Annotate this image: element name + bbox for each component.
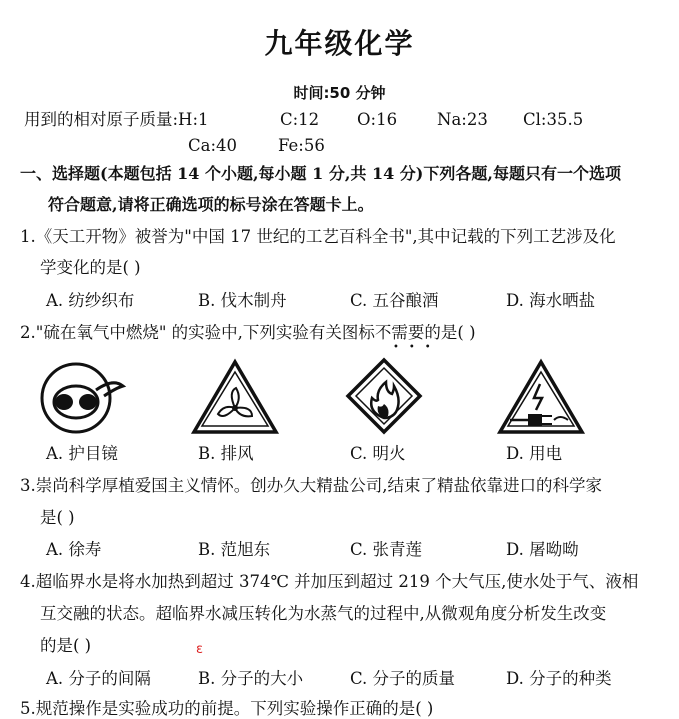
goggles-icon — [38, 360, 128, 435]
q3-option-b: B. 范旭东 — [198, 540, 271, 559]
q2-option-c: C. 明火 — [350, 444, 406, 463]
q3-option-c: C. 张青莲 — [350, 540, 423, 559]
q2-option-d: D. 用电 — [506, 444, 563, 463]
q1-option-d: D. 海水晒盐 — [506, 291, 596, 310]
q4-stem-line3: 的是( ) — [40, 636, 92, 655]
q2-option-a: A. 护目镜 — [46, 444, 118, 463]
atomic-mass-cl: Cl:35.5 — [523, 110, 584, 129]
q4-stem-line2: 互交融的状态。超临界水减压转化为水蒸气的过程中,从微观角度分析发生改变 — [40, 604, 607, 623]
q1-stem-line1: 1.《天工开物》被誉为"中国 17 世纪的工艺百科全书",其中记载的下列工艺涉及化 — [20, 227, 616, 246]
electricity-icon — [496, 358, 586, 436]
q4-option-c: C. 分子的质量 — [350, 669, 456, 688]
q3-stem-line1: 3.崇尚科学厚植爱国主义情怀。创办久大精盐公司,结束了精盐依靠进口的科学家 — [20, 476, 602, 495]
atomic-mass-label: 用到的相对原子质量:H:1 — [24, 110, 209, 129]
q5-stem: 5.规范操作是实验成功的前提。下列实验操作正确的是( ) — [20, 699, 434, 718]
emphasis-dots: ••• — [393, 342, 441, 353]
page-title: 九年级化学 — [264, 27, 415, 60]
q1-option-b: B. 伐木制舟 — [198, 291, 287, 310]
q3-stem-line2: 是( ) — [40, 508, 75, 527]
exhaust-fan-icon — [190, 358, 280, 436]
atomic-mass-na: Na:23 — [437, 110, 488, 129]
q4-stem-line1: 4.超临界水是将水加热到超过 374℃ 并加压到超过 219 个大气压,使水处于气、液相 — [20, 572, 639, 591]
atomic-mass-ca: Ca:40 — [188, 136, 238, 155]
atomic-mass-fe: Fe:56 — [278, 136, 325, 155]
q2-stem: 2."硫在氧气中燃烧" 的实验中,下列实验有关图标不需要的是( ) — [20, 323, 476, 342]
section-instruction: 符合题意,请将正确选项的标号涂在答题卡上。 — [48, 195, 374, 214]
q4-option-a: A. 分子的间隔 — [46, 669, 151, 688]
q4-option-b: B. 分子的大小 — [198, 669, 304, 688]
atomic-mass-c: C:12 — [280, 110, 320, 129]
q2-option-b: B. 排风 — [198, 444, 254, 463]
atomic-mass-o: O:16 — [357, 110, 398, 129]
q1-option-a: A. 纺纱织布 — [46, 291, 135, 310]
section-heading: 一、选择题(本题包括 14 个小题,每小题 1 分,共 14 分)下列各题,每题只有一个选项 — [20, 164, 621, 183]
red-pen-mark: ε — [196, 642, 204, 657]
q1-option-c: C. 五谷酿酒 — [350, 291, 439, 310]
q4-option-d: D. 分子的种类 — [506, 669, 612, 688]
q3-option-d: D. 屠呦呦 — [506, 540, 579, 559]
open-flame-icon — [344, 356, 424, 436]
exam-time: 时间:50 分钟 — [293, 84, 386, 102]
q3-option-a: A. 徐寿 — [46, 540, 102, 559]
q1-stem-line2: 学变化的是( ) — [40, 258, 141, 277]
